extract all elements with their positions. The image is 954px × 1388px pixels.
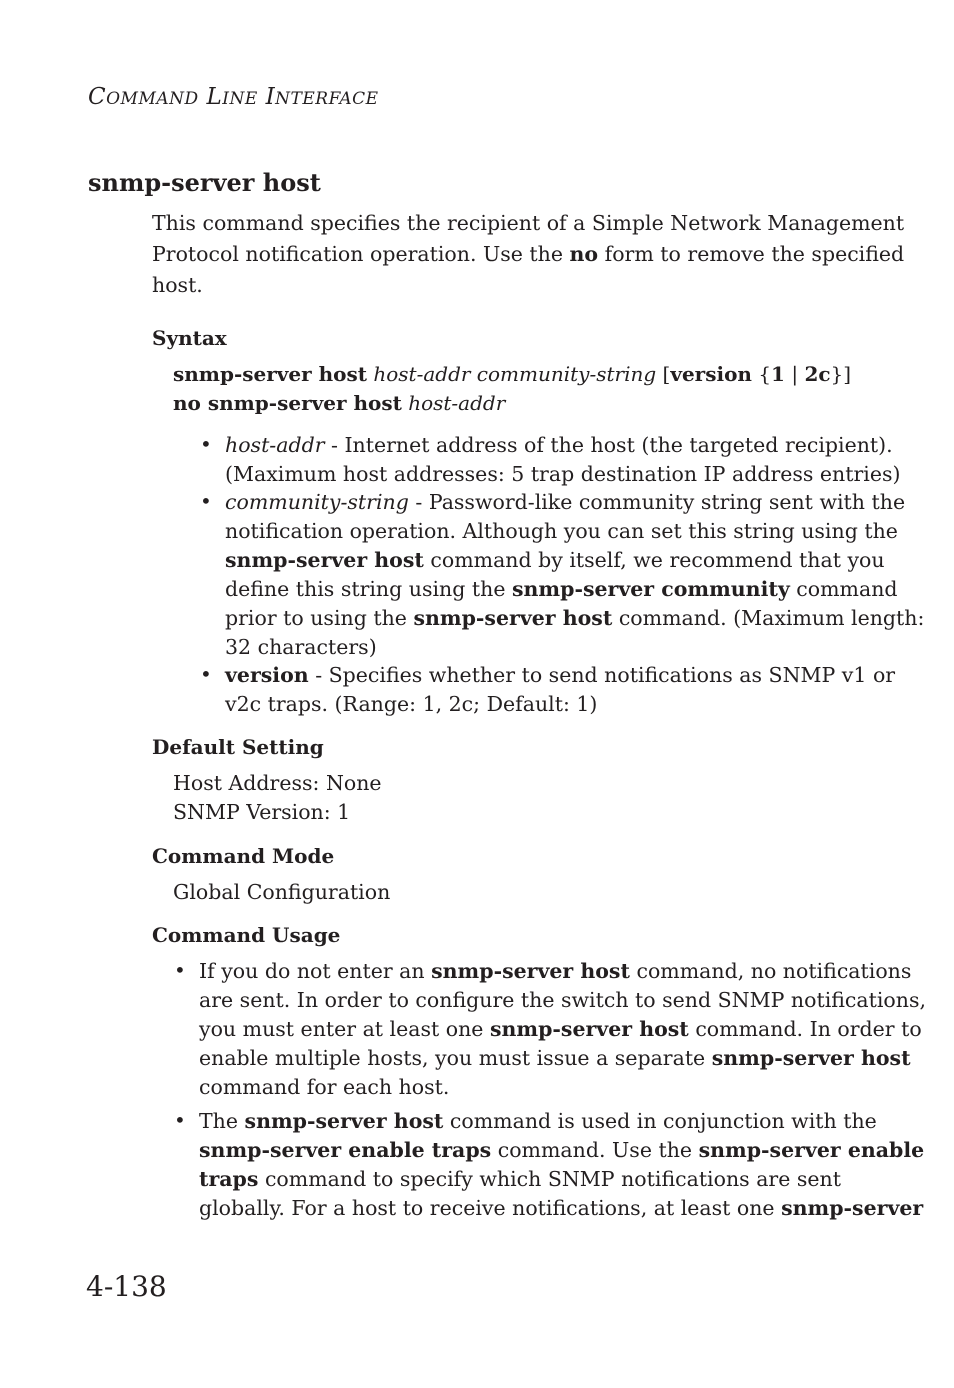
bullet-icon: • [174,1108,186,1132]
command-mode-heading: Command Mode [152,844,335,868]
param-community-string: community-string - Password-like community string sent with the notification operation. Although you can set this string using the snmp-server host command by itself, we recommend that you define this string using the snmp-server community command prior to using the snmp-server host command. (Maximum length: 32 characters) [225,490,925,659]
param-version: version - Specifies whether to send notifications as SNMP v1 or v2c traps. (Range: 1, 2c; Default: 1) [225,663,896,716]
bullet-icon: • [174,958,186,982]
param-host-addr: host-addr - Internet address of the host (the targeted recipient). (Maximum host addresses: 5 trap destination IP address entries) [225,433,901,486]
syntax-line-2: no snmp-server host host-addr [173,391,506,415]
bullet-icon: • [200,489,212,513]
command-usage-heading: Command Usage [152,923,341,947]
running-head: COMMAND LINE INTERFACE [88,84,379,110]
syntax-block [173,360,851,418]
syntax-line-1: snmp-server host host-addr community-string [version {1 | 2c}] [173,362,852,386]
default-setting-values: Host Address: None SNMP Version: 1 [173,771,382,824]
syntax-heading: Syntax [152,326,227,350]
usage-item-1: If you do not enter an snmp-server host command, no notifications are sent. In order to configure the switch to send SNMP notifications, you must enter at least one snmp-server host command. In order to enable multiple hosts, you must issue a separate snmp-server host command for each host. [199,959,927,1099]
bullet-icon: • [200,662,212,686]
page-number: 4-138 [86,1270,167,1303]
section-title: snmp-server host [88,168,321,197]
command-mode-value: Global Configuration [173,880,391,904]
usage-item-2: The snmp-server host command is used in conjunction with the snmp-server enable traps command. Use the snmp-server enable traps command to specify which SNMP notifications are sent globally. For a host to receive notifications, at least one snmp-server [199,1109,925,1220]
intro-paragraph: This command specifies the recipient of a Simple Network Management Protocol notification operation. Use the no form to remove the specified host. [152,211,905,297]
bullet-icon: • [200,432,212,456]
default-setting-heading: Default Setting [152,735,324,759]
